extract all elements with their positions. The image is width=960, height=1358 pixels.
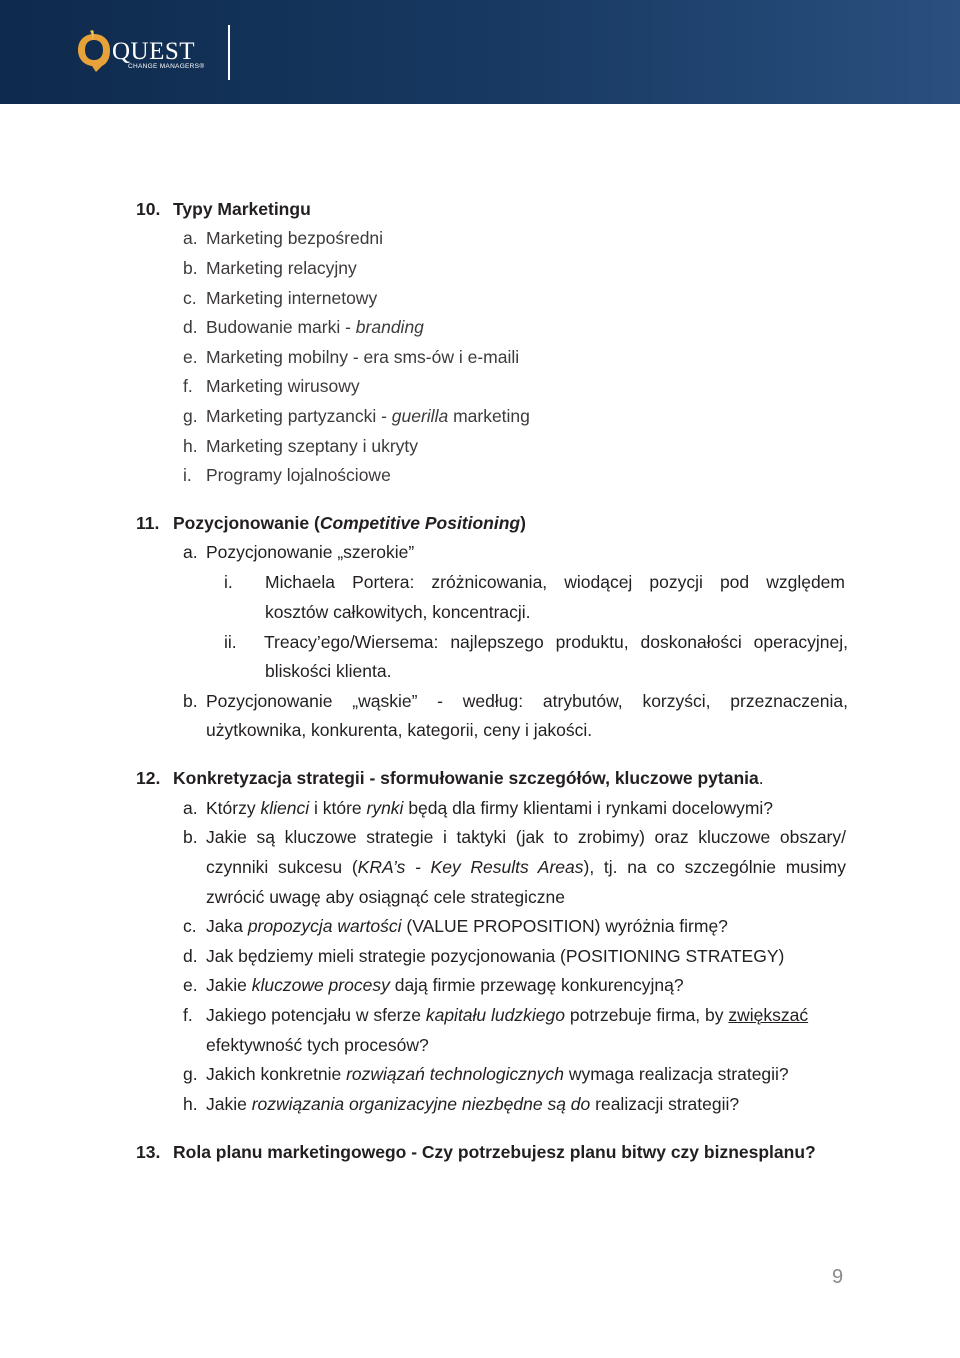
list-item: Jakie są kluczowe strategie i taktyki (jak to zrobimy) oraz kluczowe obszary/	[206, 827, 846, 847]
list-marker: e.	[183, 975, 198, 995]
list-item	[206, 1005, 808, 1025]
item-text: Którzy	[206, 798, 261, 818]
list-item-continuation: użytkownika, konkurenta, kategorii, ceny i jakości.	[206, 720, 593, 740]
list-item	[206, 1064, 789, 1084]
item-italic-text: KRA’s - Key Results Areas	[357, 857, 584, 877]
list-item: Pozycjonowanie „szerokie”	[206, 542, 415, 562]
list-item	[206, 406, 530, 426]
item-italic-text: klienci	[260, 798, 310, 818]
list-marker: a.	[183, 228, 198, 248]
list-item-continuation	[206, 857, 846, 877]
list-item: Jak będziemy mieli strategie pozycjonowania (POSITIONING STRATEGY)	[206, 946, 785, 966]
list-marker: c.	[183, 916, 197, 936]
list-marker: a.	[183, 542, 198, 562]
item-text: będą dla firmy klientami i rynkami docelowymi?	[403, 798, 774, 818]
list-marker: c.	[183, 288, 197, 308]
list-item-continuation: bliskości klienta.	[265, 661, 392, 681]
list-marker: h.	[183, 1094, 198, 1114]
list-item-continuation: zwrócić uwagę aby osiągnąć cele strategiczne	[206, 887, 565, 907]
item-italic-text: rozwiązań technologicznych	[346, 1064, 564, 1084]
list-marker: b.	[183, 827, 198, 847]
list-item: Marketing wirusowy	[206, 376, 360, 396]
list-marker: i.	[183, 465, 192, 485]
title-text: Konkretyzacja strategii - sformułowanie szczegółów, kluczowe pytania	[173, 768, 759, 788]
list-marker: h.	[183, 436, 198, 456]
item-text: Jakie	[206, 975, 252, 995]
page-number: 9	[832, 1266, 844, 1288]
section-number: 10.	[136, 199, 161, 219]
list-item: Marketing bezpośredni	[206, 228, 384, 248]
item-text: ), tj. na co szczególnie musimy	[583, 857, 846, 877]
item-text: Jakiego potencjału w sferze	[206, 1005, 426, 1025]
list-item-continuation: kosztów całkowitych, koncentracji.	[265, 602, 531, 622]
list-marker: b.	[183, 691, 198, 711]
logo-wordmark: QUEST	[112, 38, 196, 65]
title-text: Pozycjonowanie (	[173, 513, 320, 533]
item-text: potrzebuje firma, by	[564, 1005, 729, 1025]
item-text: Jaka	[206, 916, 248, 936]
list-item	[206, 798, 773, 818]
section-title	[173, 513, 526, 533]
item-text: Marketing partyzancki -	[206, 406, 392, 426]
list-item: Treacy’ego/Wiersema: najlepszego produktu, doskonałości operacyjnej,	[264, 632, 848, 652]
list-item: Marketing mobilny - era sms-ów i e-maili	[206, 347, 520, 367]
list-item	[206, 317, 424, 337]
item-italic-text: kapitału ludzkiego	[425, 1005, 565, 1025]
list-marker: ii.	[224, 632, 237, 652]
list-item: Michaela Portera: zróżnicowania, wiodącej pozycji pod względem	[265, 572, 845, 592]
item-text: marketing	[448, 406, 530, 426]
section-title: Rola planu marketingowego - Czy potrzebujesz planu bitwy czy biznesplanu?	[173, 1142, 816, 1162]
item-italic-text: kluczowe procesy	[251, 975, 390, 995]
list-marker: f.	[183, 376, 193, 396]
section-title	[173, 768, 764, 788]
item-italic-text: branding	[355, 317, 424, 337]
list-item: Marketing szeptany i ukryty	[206, 436, 419, 456]
item-text: wymaga realizacja strategii?	[563, 1064, 789, 1084]
item-text: czynniki sukcesu (	[206, 857, 358, 877]
item-text: (VALUE PROPOSITION) wyróżnia firmę?	[401, 916, 728, 936]
list-item-continuation: efektywność tych procesów?	[206, 1035, 429, 1055]
section-number: 13.	[136, 1142, 161, 1162]
item-italic-text: rynki	[366, 798, 404, 818]
section-title: Typy Marketingu	[173, 199, 311, 219]
list-marker: e.	[183, 347, 198, 367]
title-italic-text: Competitive Positioning	[319, 513, 521, 533]
item-italic-text: propozycja wartości	[247, 916, 402, 936]
item-text: Budowanie marki -	[206, 317, 356, 337]
item-text: i które	[309, 798, 367, 818]
list-item	[206, 916, 728, 936]
list-marker: g.	[183, 1064, 198, 1084]
logo-subtitle: CHANGE MANAGERS®	[128, 63, 205, 70]
item-text: Jakich konkretnie	[206, 1064, 347, 1084]
list-marker: d.	[183, 317, 198, 337]
item-text: dają firmie przewagę konkurencyjną?	[389, 975, 684, 995]
title-period: .	[758, 768, 764, 788]
list-item: Marketing relacyjny	[206, 258, 357, 278]
item-italic-text: rozwiązania organizacyjne niezbędne są do	[251, 1094, 591, 1114]
list-marker: d.	[183, 946, 198, 966]
item-underlined-text: zwiększać	[728, 1005, 809, 1025]
item-italic-text: guerilla	[391, 406, 449, 426]
section-number: 12.	[136, 768, 161, 788]
section-number: 11.	[136, 513, 160, 533]
list-item: Pozycjonowanie „wąskie” - według: atrybutów, korzyści, przeznaczenia,	[206, 691, 848, 711]
list-item	[206, 975, 684, 995]
list-marker: b.	[183, 258, 198, 278]
list-marker: i.	[224, 572, 233, 592]
list-item: Marketing internetowy	[206, 288, 378, 308]
list-item: Programy lojalnościowe	[206, 465, 391, 485]
list-marker: a.	[183, 798, 198, 818]
list-marker: g.	[183, 406, 198, 426]
list-marker: f.	[183, 1005, 193, 1025]
item-text: realizacji strategii?	[590, 1094, 740, 1114]
list-item	[206, 1094, 739, 1114]
title-text: )	[520, 513, 526, 533]
item-text: Jakie	[206, 1094, 252, 1114]
